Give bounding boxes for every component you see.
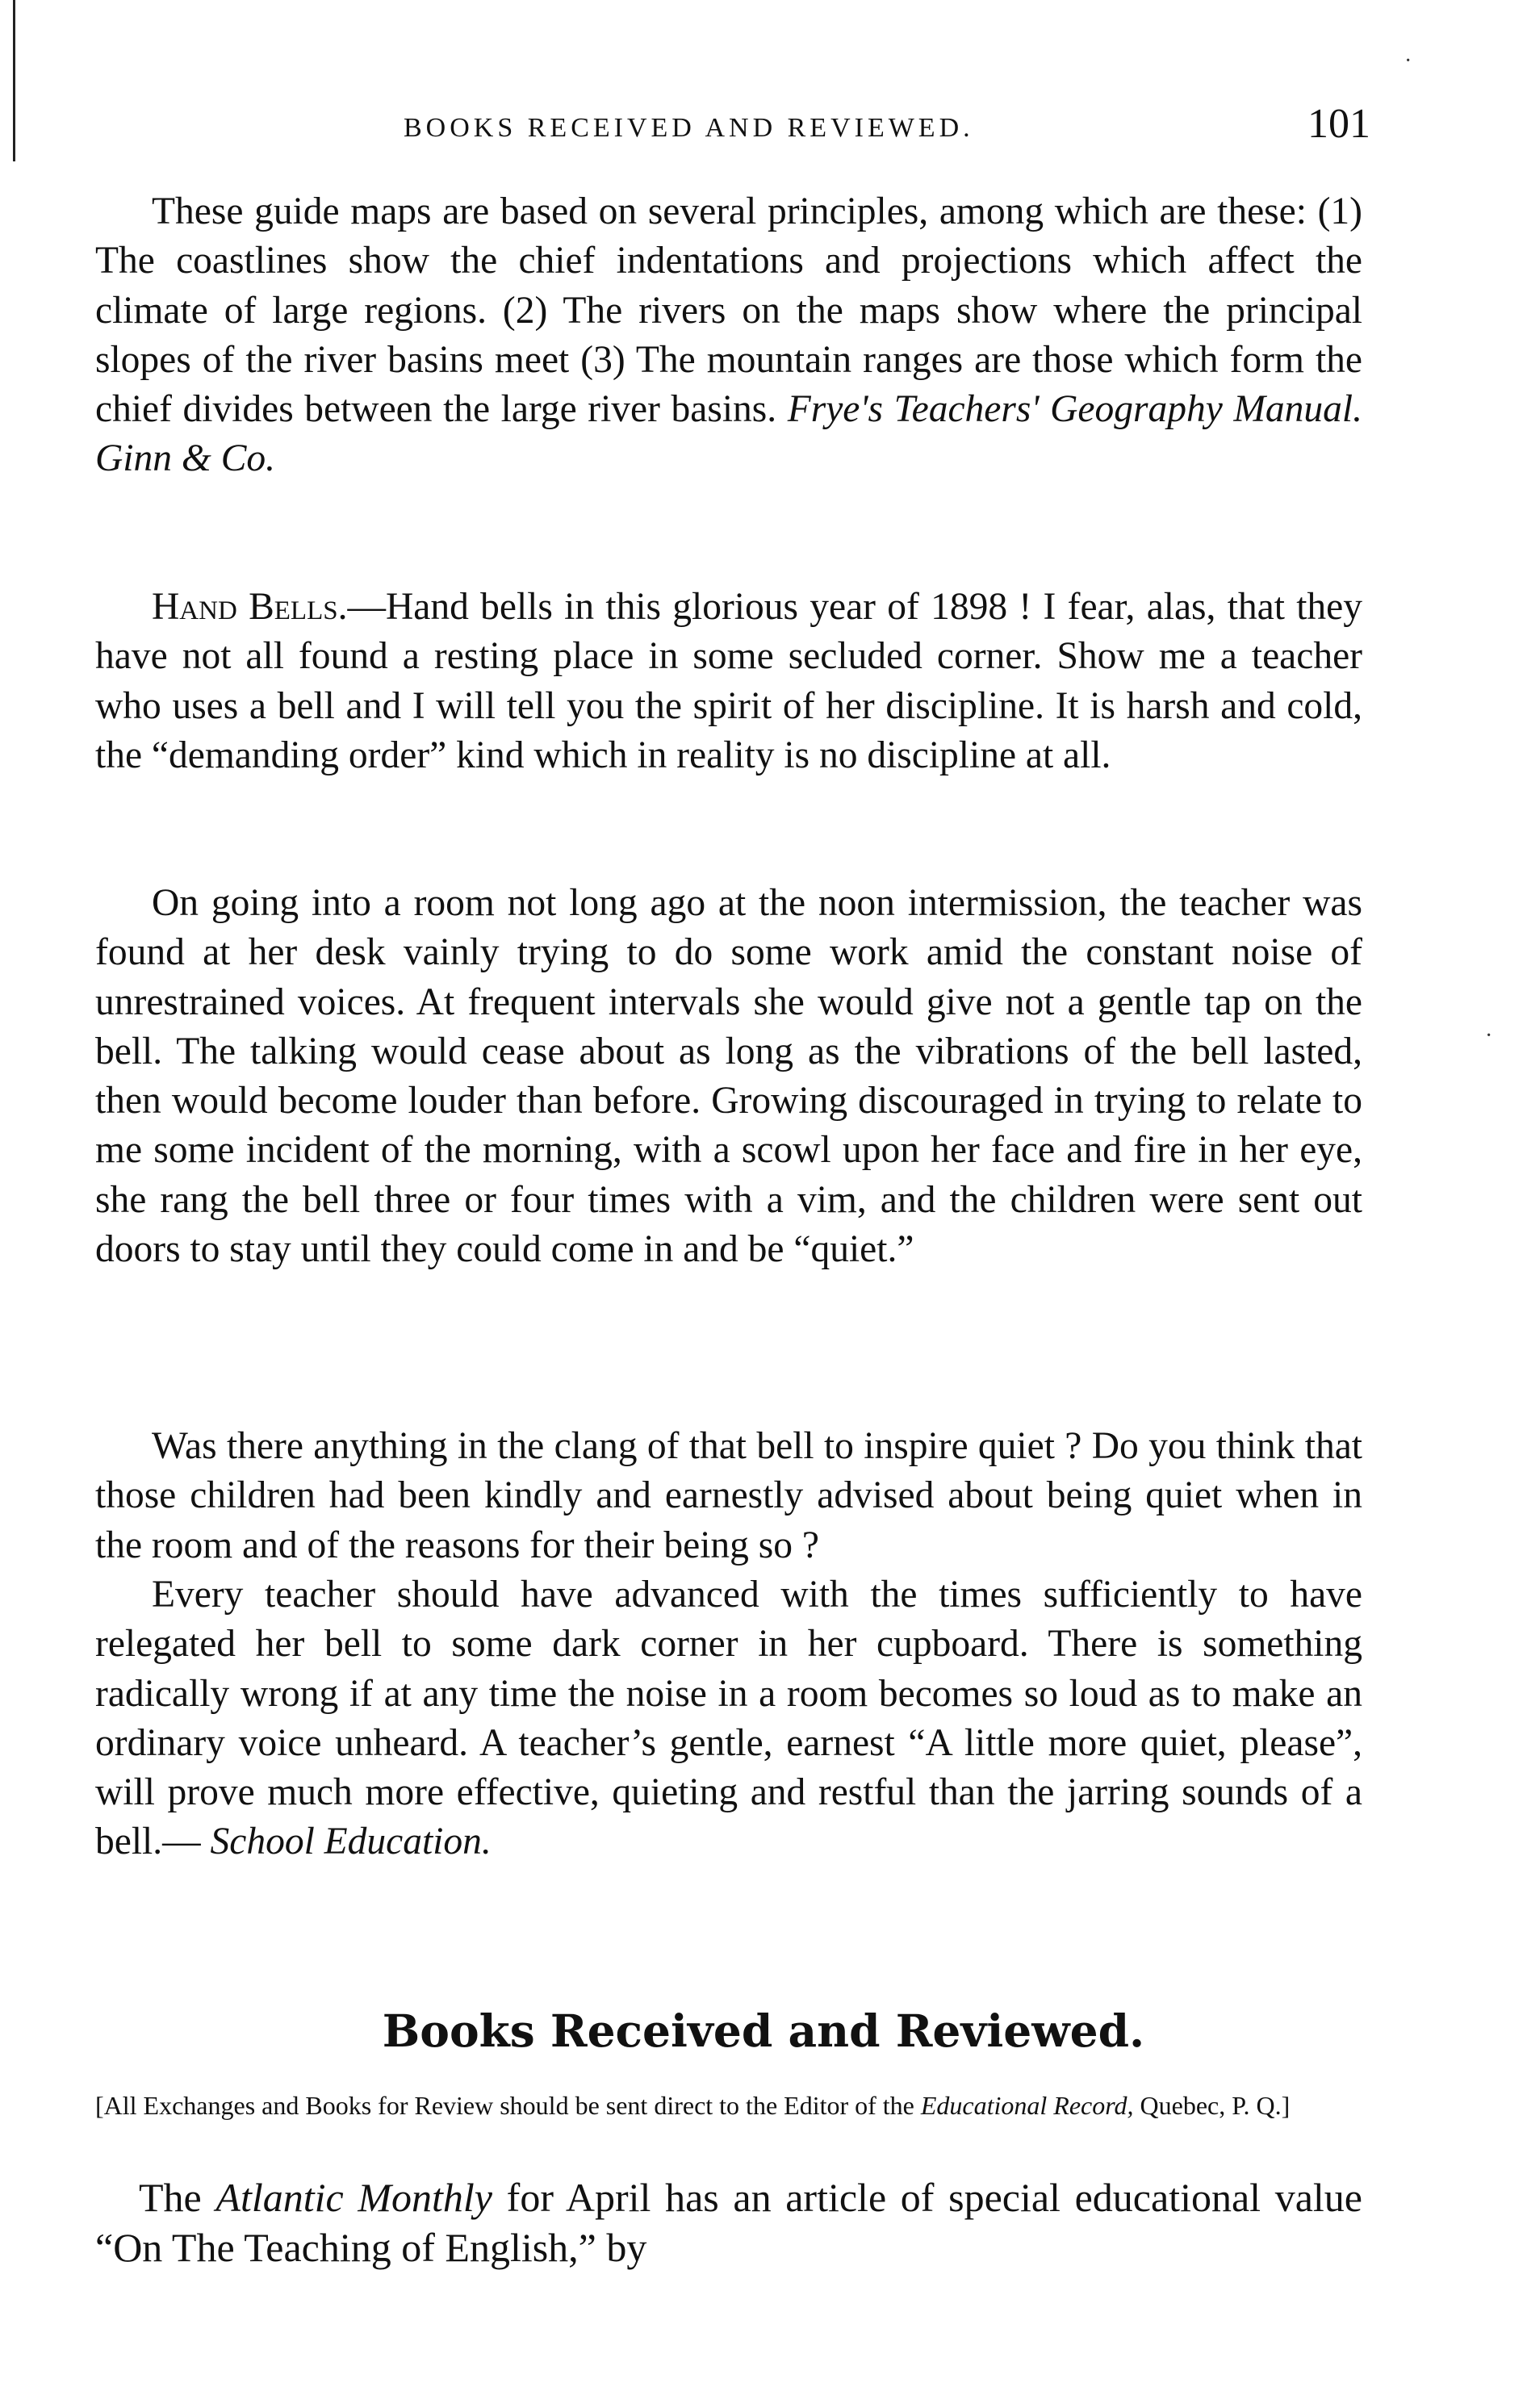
paragraph-hand-bells — [95, 583, 1362, 780]
section-heading: Books Received and Reviewed. — [382, 2005, 1145, 2057]
paragraph-lead: Hand Bells. — [152, 586, 348, 628]
running-title: BOOKS RECEIVED AND REVIEWED. — [404, 113, 974, 143]
review-text: for April has an article of special educational value “On The Teaching of English,” by — [95, 2175, 1362, 2270]
note-text: [All Exchanges and Books for Review should be sent direct to the Editor of the — [95, 2091, 921, 2120]
note-publication: Educational Record, — [920, 2091, 1134, 2120]
speck-mark: · — [1404, 48, 1412, 73]
paragraph-text: These guide maps are based on several principles, among which are these: (1) The coastlines show the chief indentations and projections which affect the climate of large regions. (2) The rivers on the maps show where the principal slopes of the river basins meet (3) The mountain ranges are those which form the chief divides between the large river basins. — [95, 190, 1362, 431]
paragraph-clang — [95, 1422, 1362, 1570]
source-citation: Frye's Teachers' Geography Manual. Ginn & Co. — [95, 388, 1362, 480]
source-citation: School Education. — [210, 1821, 492, 1863]
paragraph-guide-maps — [95, 187, 1362, 484]
paragraph-every-teacher — [95, 1570, 1362, 1867]
paragraph-noon-intermission — [95, 879, 1362, 1274]
paragraph-text: On going into a room not long ago at the noon intermission, the teacher was found at her desk vainly trying to do some work amid the constant noise of unrestrained voices. At frequent intervals she would give not a gentle tap on the bell. The talking would cease about as long as the vibrations of the bell lasted, then would become louder than before. Growing discouraged in trying to relate to me some incident of the morning, with a scowl upon her face and fire in her eye, she rang the bell three or four times with a vim, and the children were sent out doors to stay until they could come in and be “quiet.” — [95, 882, 1362, 1271]
speck-mark: · — [1485, 1023, 1493, 1048]
note-text: Quebec, P. Q.] — [1133, 2091, 1291, 2120]
page-edge-line — [13, 0, 15, 161]
review-text: The — [139, 2175, 216, 2220]
page-number: 101 — [1307, 101, 1370, 147]
review-publication: Atlantic Monthly — [215, 2175, 492, 2220]
paragraph-text: Every teacher should have advanced with the times sufficiently to have relegated her bell to some dark corner in her cupboard. There is something radically wrong if at any time the noise in a room becomes so loud as to make an ordinary voice unheard. A teacher’s gentle, earnest “A little more quiet, please”, will prove much more effective, quieting and restful than the jarring sounds of a bell.— — [95, 1574, 1362, 1863]
paragraph-text: Was there anything in the clang of that bell to inspire quiet ? Do you think that those children had been kindly and earnestly advised about being quiet when in the room and of the reasons for their being so ? — [95, 1425, 1362, 1566]
review-paragraph — [95, 2172, 1362, 2272]
paragraph-text: —Hand bells in this glorious year of 1898 ! I fear, alas, that they have not all found a resting place in some secluded corner. Show me a teacher who uses a bell and I will tell you the spirit of her discipline. It is harsh and cold, the “demanding order” kind which in reality is no discipline at all. — [95, 586, 1362, 776]
editorial-note — [95, 2090, 1362, 2121]
